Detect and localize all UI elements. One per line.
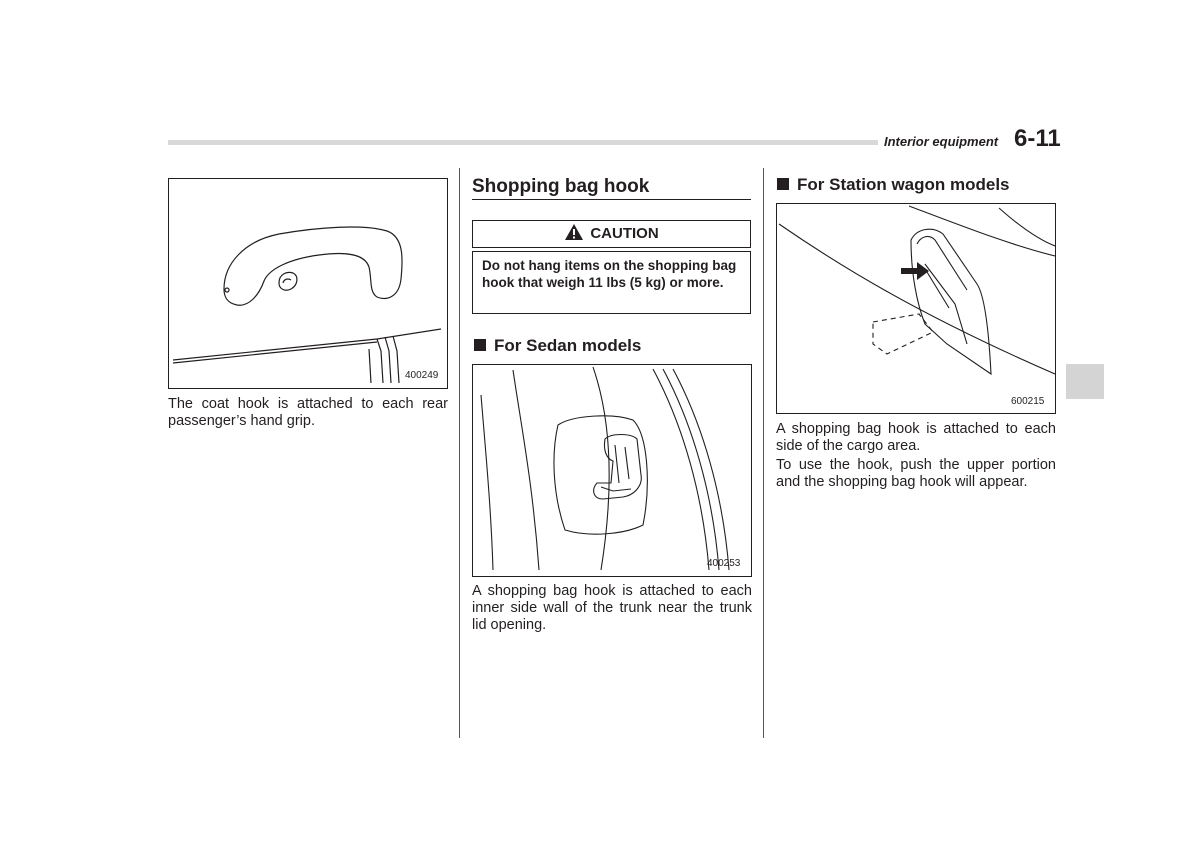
column-divider <box>459 168 460 738</box>
header-rule <box>168 140 878 145</box>
sedan-hook-illustration <box>473 365 751 576</box>
wagon-hook-figure <box>776 203 1056 414</box>
section-heading: Shopping bag hook <box>472 176 650 197</box>
heading-rule <box>472 199 751 200</box>
sedan-subheading <box>474 336 641 356</box>
wagon-hook-illustration <box>777 204 1055 413</box>
figure-number: 400249 <box>405 370 439 381</box>
chapter-tab <box>1066 364 1104 399</box>
column-divider <box>763 168 764 738</box>
wagon-subheading-text: For Station wagon models <box>797 175 1010 194</box>
wagon-hook-text-1: A shopping bag hook is attached to each side of the cargo area. <box>776 421 1056 454</box>
square-bullet-icon <box>777 178 789 190</box>
caution-title: CAUTION <box>590 225 659 242</box>
section-label: Interior equipment <box>884 134 999 149</box>
sedan-hook-figure <box>472 364 752 577</box>
square-bullet-icon <box>474 339 486 351</box>
push-arrow-icon <box>901 262 929 280</box>
figure-number: 600215 <box>1011 396 1045 407</box>
coat-hook-text: The coat hook is attached to each rear passenger’s hand grip. <box>168 396 448 429</box>
sedan-subheading-text: For Sedan models <box>494 336 642 355</box>
figure-number: 400253 <box>707 558 741 569</box>
coat-hook-illustration <box>169 179 447 388</box>
warning-triangle-icon <box>564 223 584 241</box>
caution-header <box>472 220 751 248</box>
page-number: 6-11 <box>1014 125 1061 152</box>
wagon-hook-text-2: To use the hook, push the upper portion and the shopping bag hook will appear. <box>776 457 1056 490</box>
sedan-hook-text: A shopping bag hook is attached to each inner side wall of the trunk near the trunk lid opening. <box>472 583 752 633</box>
caution-text: Do not hang items on the shopping bag hook that weigh 11 lbs (5 kg) or more. <box>472 251 751 314</box>
coat-hook-figure <box>168 178 448 389</box>
wagon-subheading <box>777 175 1010 195</box>
